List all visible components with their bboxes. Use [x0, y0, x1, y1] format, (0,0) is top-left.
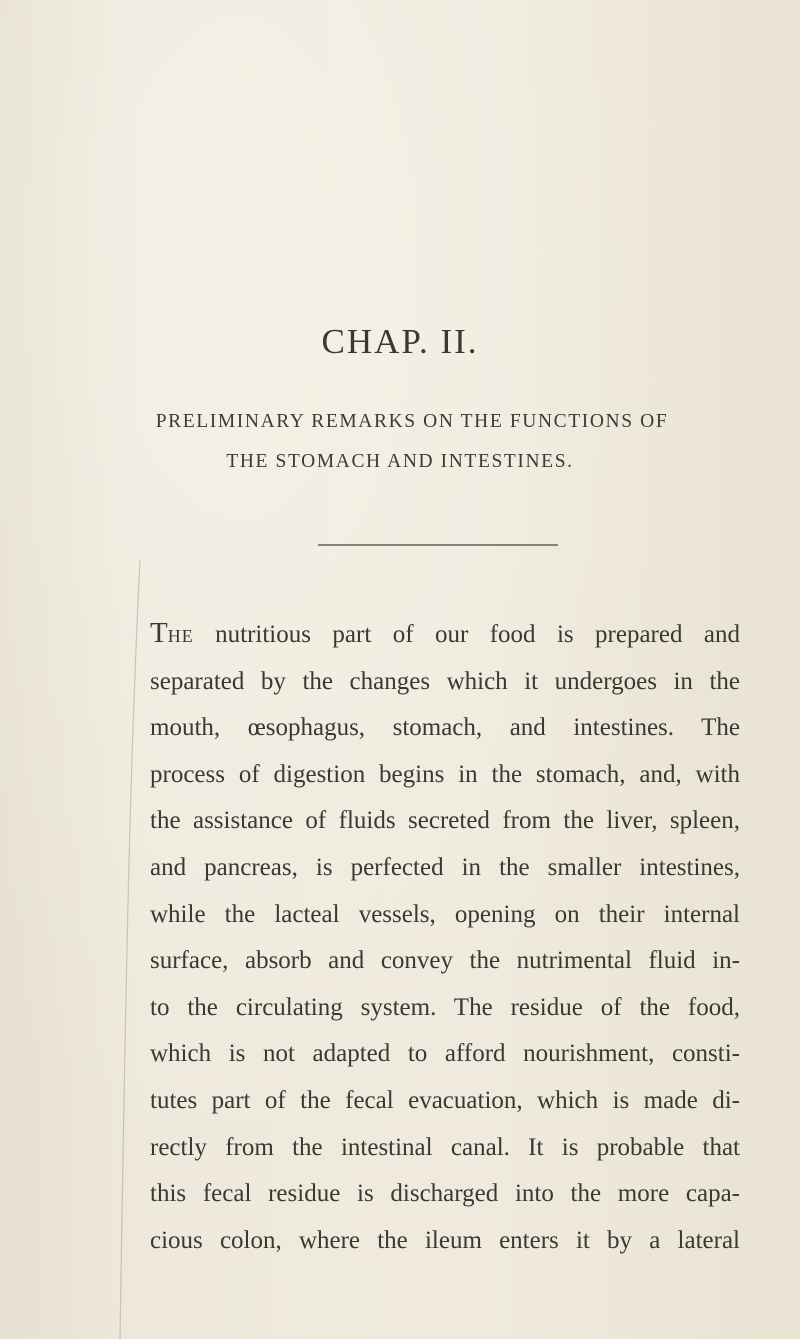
paragraph-line: the assistance of fluids secreted from the liver, spleen, [150, 807, 740, 835]
paragraph-line: which is not adapted to afford nourishment, consti- [150, 1040, 740, 1068]
paragraph-first-line [150, 610, 740, 659]
drop-cap: T [150, 617, 168, 649]
section-divider [318, 544, 558, 546]
paragraph-line: and pancreas, is perfected in the smaller intestines, [150, 853, 740, 881]
paragraph-line: separated by the changes which it undergoes in the [150, 667, 740, 695]
chapter-title-line-1: PRELIMINARY REMARKS ON THE FUNCTIONS OF [155, 411, 669, 432]
body-paragraph [150, 610, 740, 1264]
paragraph-line: this fecal residue is discharged into the more capa- [150, 1180, 740, 1208]
paragraph-line: mouth, œsophagus, stomach, and intestines. The [150, 714, 740, 742]
paragraph-line: while the lacteal vessels, opening on their internal [150, 900, 740, 928]
paragraph-line: to the circulating system. The residue of the food, [150, 993, 740, 1021]
paragraph-line: process of digestion begins in the stomach, and, with [150, 760, 740, 788]
drop-cap-rest: he [167, 621, 194, 648]
paragraph-line: surface, absorb and convey the nutrimental fluid in- [150, 947, 740, 975]
paragraph-line: rectly from the intestinal canal. It is probable that [150, 1133, 740, 1161]
chapter-heading: CHAP. II. [321, 322, 479, 361]
first-line-rest: nutritious part of our food is prepared and [193, 621, 740, 648]
paragraph-line: cious colon, where the ileum enters it by a lateral [150, 1226, 740, 1254]
page-crease-shadow [118, 560, 148, 1339]
chapter-title-line-2: THE STOMACH AND INTESTINES. [226, 451, 574, 472]
paragraph-line: tutes part of the fecal evacuation, which is made di- [150, 1086, 740, 1114]
